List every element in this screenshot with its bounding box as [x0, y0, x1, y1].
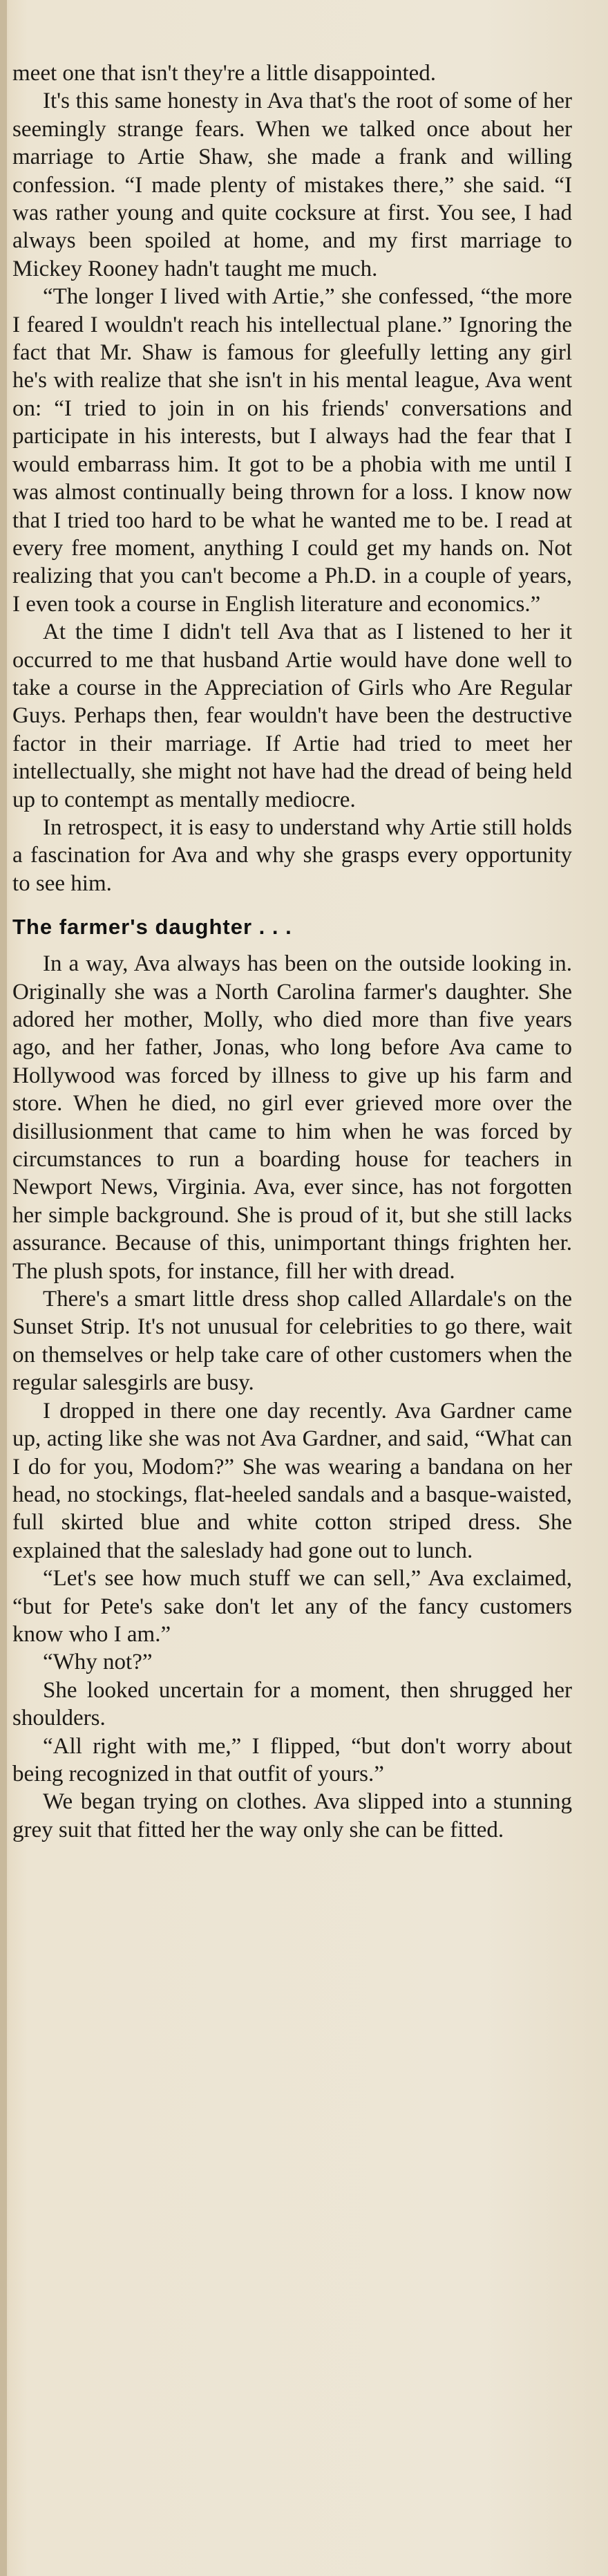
article-paragraph: “Why not?”: [43, 1650, 153, 1675]
page-binding-edge: [0, 0, 7, 2576]
article-paragraph: There's a smart little dress shop called Allardale's on the Sunset Strip. It's not unusual for celebrities to go there, wait on themselves or help take care of other customers when the regular salesgirls are busy.: [12, 1287, 572, 1396]
section-subhead: The farmer's daughter . . .: [12, 915, 292, 940]
article-paragraph: meet one that isn't they're a little disappointed.: [12, 61, 437, 86]
article-paragraph: “All right with me,” I flipped, “but don't worry about being recognized in that outfit of yours.”: [12, 1733, 572, 1786]
article-paragraph: “Let's see how much stuff we can sell,” Ava exclaimed, “but for Pete's sake don't let any of the fancy customers know who I am.”: [12, 1566, 572, 1647]
article-paragraph: In a way, Ava always has been on the outside looking in. Originally she was a North Carolina farmer's daughter. She adored her mother, Molly, who died more than five years ago, and her father, Jonas, who long before Ava came to Hollywood was forced by illness to give up his farm and store. When he died, no girl ever grieved more over the disillusionment that came to him when he was forced by circumstances to run a boarding house for teachers in Newport News, Virginia. Ava, ever since, has not forgotten her simple background. She is proud of it, but she still lacks assurance. Because of this, unimportant things frighten her. The plush spots, for instance, fill her with dread.: [12, 951, 572, 1284]
article-paragraph: At the time I didn't tell Ava that as I listened to her it occurred to me that husband Artie would have done well to take a course in the Appreciation of Girls who Are Regular Guys. Perhaps then, fear wouldn't have been the destructive factor in their marriage. If Artie had tried to meet her intellectually, she might not have had the dread of being held up to contempt as mentally mediocre.: [12, 619, 572, 812]
article-paragraph: I dropped in there one day recently. Ava Gardner came up, acting like she was not Ava Gardner, and said, “What can I do for you, Modom?” She was wearing a bandana on her head, no stockings, flat-heeled sandals and a basque-waisted, full skirted blue and white cotton striped dress. She explained that the saleslady had gone out to lunch.: [12, 1398, 572, 1563]
article-column: [12, 59, 572, 1844]
article-paragraph: She looked uncertain for a moment, then shrugged her shoulders.: [12, 1677, 572, 1731]
article-paragraph: “The longer I lived with Artie,” she confessed, “the more I feared I wouldn't reach his intellectual plane.” Ignoring the fact that Mr. Shaw is famous for gleefully letting any girl he's with realize that she isn't in his mental league, Ava went on: “I tried to join in on his friends' conversations and participate in his interests, but I always had the fear that I would embarrass him. It got to be a phobia with me until I was almost continually being thrown for a loss. I know now that I tried too hard to be what he wanted me to be. I read at every free moment, anything I could get my hands on. Not realizing that you can't become a Ph.D. in a couple of years, I even took a course in English literature and economics.”: [12, 284, 572, 617]
article-paragraph: It's this same honesty in Ava that's the root of some of her seemingly strange fears. When we talked once about her marriage to Artie Shaw, she made a frank and willing confession. “I made plenty of mistakes there,” she said. “I was rather young and quite cocksure at first. You see, I had always been spoiled at home, and my first marriage to Mickey Rooney hadn't taught me much.: [12, 88, 572, 281]
article-paragraph: In retrospect, it is easy to understand why Artie still holds a fascination for Ava and why she grasps every opportunity to see him.: [12, 814, 572, 896]
article-paragraph: We began trying on clothes. Ava slipped into a stunning grey suit that fitted her the way only she can be fitted.: [12, 1789, 572, 1842]
